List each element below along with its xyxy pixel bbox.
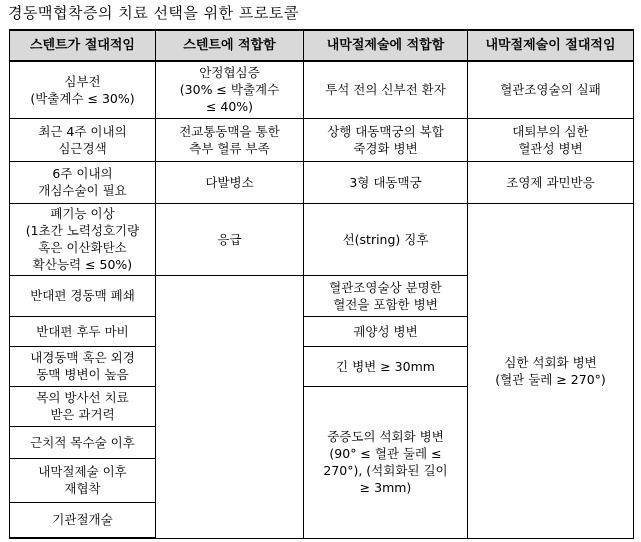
protocol-table <box>9 29 634 539</box>
table-cell: 선(string) 징후 <box>304 203 468 275</box>
table-cell: 상행 대동맥궁의 복합 죽경화 병변 <box>304 118 468 161</box>
header-endarterectomy-suitable: 내막절제술에 적합함 <box>304 30 468 61</box>
table-cell: 내막절제술 이후 재협착 <box>10 458 156 502</box>
table-cell: 조영제 과민반응 <box>468 161 634 203</box>
header-stent-suitable: 스텐트에 적합함 <box>156 30 304 61</box>
table-cell: 심부전 (박출계수 ≤ 30%) <box>10 61 156 118</box>
table-cell: 최근 4주 이내의 심근경색 <box>10 118 156 161</box>
table-cell: 6주 이내의 개심수술이 필요 <box>10 161 156 203</box>
table-cell: 혈관조영술의 실패 <box>468 61 634 118</box>
table-cell: 응급 <box>156 203 304 275</box>
table-cell: 대퇴부의 심한 혈관성 병변 <box>468 118 634 161</box>
table-row <box>10 118 634 161</box>
table-cell: 중증도의 석회화 병변 (90° ≤ 혈관 둘레 ≤ 270°), (석회화된 길이 ≥ 3mm) <box>304 386 468 538</box>
table-row <box>10 61 634 118</box>
table-cell: 다발병소 <box>156 161 304 203</box>
table-cell: 긴 병변 ≥ 30mm <box>304 346 468 386</box>
table-cell: 투석 전의 신부전 환자 <box>304 61 468 118</box>
header-stent-absolute: 스텐트가 절대적임 <box>10 30 156 61</box>
table-cell: 전교통동맥을 통한 측부 혈류 부족 <box>156 118 304 161</box>
table-cell: 근치적 목수술 이후 <box>10 426 156 458</box>
page-title: 경동맥협착증의 치료 선택을 위한 프로토콜 <box>8 4 299 22</box>
table-cell-empty <box>156 275 304 538</box>
header-row <box>10 30 634 61</box>
table-cell: 반대편 경동맥 폐쇄 <box>10 275 156 316</box>
header-endarterectomy-absolute: 내막절제술이 절대적임 <box>468 30 634 61</box>
table-cell: 기관절개술 <box>10 502 156 538</box>
table-cell: 3형 대동맥궁 <box>304 161 468 203</box>
table-cell: 반대편 후두 마비 <box>10 316 156 346</box>
table-cell: 안정협심증 (30% ≤ 박출계수 ≤ 40%) <box>156 61 304 118</box>
table-cell: 내경동맥 혹은 외경 동맥 병변이 높음 <box>10 346 156 386</box>
table-cell: 폐기능 이상 (1초간 노력성호기량 혹은 이산화탄소 확산능력 ≤ 50%) <box>10 203 156 275</box>
table-cell: 혈관조영술상 분명한 혈전을 포함한 병변 <box>304 275 468 316</box>
table-row <box>10 203 634 275</box>
table-row <box>10 161 634 203</box>
table-cell: 궤양성 병변 <box>304 316 468 346</box>
table-cell: 목의 방사선 치료 받은 과거력 <box>10 386 156 426</box>
table-cell: 심한 석회화 병변 (혈관 둘레 ≥ 270°) <box>468 203 634 538</box>
